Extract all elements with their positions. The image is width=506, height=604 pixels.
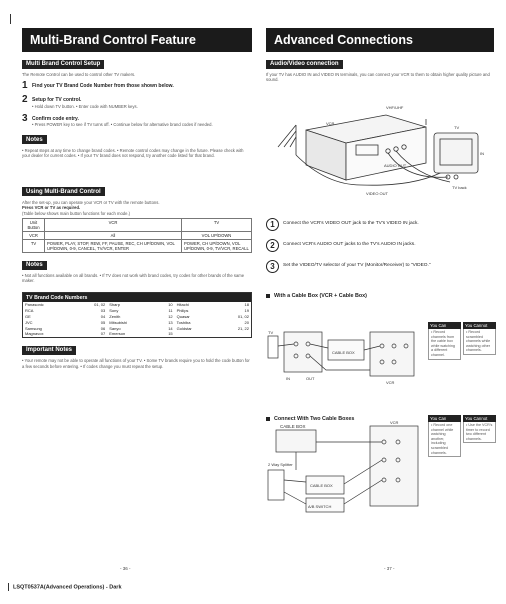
- table-header: TV: [182, 219, 252, 232]
- step-number: 3: [22, 112, 28, 124]
- brand-name: Quasar: [176, 313, 190, 319]
- footer-mark: [8, 583, 9, 591]
- brand-name: Goldstar: [176, 325, 192, 331]
- step-title: Confirm code entry.: [32, 115, 79, 122]
- brand-code: 05: [100, 319, 106, 325]
- side-heading: You Can: [428, 322, 461, 329]
- step-circle: 3: [266, 260, 279, 273]
- square-bullet-icon: [266, 294, 270, 298]
- brand-code: 20: [244, 319, 249, 325]
- two-cable-box-diagram: [266, 420, 426, 520]
- step-detail: • Press POWER key to see if TV turns off. • Continue below for alternative brand codes if needed.: [32, 122, 213, 128]
- brand-code: 19: [244, 308, 249, 314]
- cable-box-diagram: [266, 326, 426, 388]
- brand-code: 10: [168, 302, 173, 308]
- step-detail: • Hold down TV button. • Enter code with NUMBER keys.: [32, 104, 138, 109]
- footer-text: LSQT0537A(Advanced Operations) - Dark: [13, 584, 122, 591]
- row-tv: VOL UP/DOWN: [182, 232, 252, 240]
- table-row: [23, 240, 252, 253]
- table-row: [23, 232, 252, 240]
- crop-mark: [10, 14, 11, 24]
- using-note: (Table below shows main button functions for each mode.): [22, 210, 131, 216]
- brand-code: 15: [168, 331, 173, 337]
- side-text: • Record scrambled channels while watching other channels.: [463, 329, 496, 355]
- av-text: If your TV has AUDIO IN and VIDEO IN terminals, you can connect your VCR to them to obtain higher quality picture and sound.: [266, 72, 490, 83]
- brand-code: [217, 331, 251, 337]
- diagram-label: CABLE BOX: [280, 424, 306, 429]
- connect-step-1: [266, 218, 494, 231]
- brand-code: 01, 02: [94, 302, 106, 308]
- av-heading: Audio/Video connection: [266, 60, 343, 69]
- using-heading: Using Multi-Brand Control: [22, 187, 105, 196]
- row-label: TV: [23, 240, 45, 253]
- brand-codes-table: [23, 302, 251, 337]
- diagram-label: VCR: [326, 120, 335, 126]
- diagram-label: VCR: [390, 420, 399, 425]
- cable1-you-cannot: [463, 322, 496, 355]
- diagram-label: A/B SWITCH: [308, 504, 332, 509]
- brand-name: Panasonic: [25, 302, 44, 308]
- codes-row: [23, 331, 251, 337]
- step-text: Connect VCR's AUDIO OUT jacks to the TV's AUDIO IN jacks.: [283, 242, 416, 248]
- step-title: Find your TV Brand Code Number from those shown below.: [32, 83, 174, 90]
- right-page-number: - 37 -: [384, 566, 395, 571]
- brand-name: Sanyo: [109, 325, 121, 331]
- diagram-label: TV: [454, 124, 460, 130]
- brand-name: Magnavox: [25, 331, 44, 337]
- brand-code: 18: [244, 302, 249, 308]
- notes-text: • Not all functions available on all brands. • If TV does not work with brand codes, try codes for other brands of the same maker.: [22, 273, 245, 284]
- brand-name: Toshiba: [176, 319, 191, 325]
- diagram-label: TV: [268, 330, 274, 335]
- brand-name: Philips: [176, 308, 189, 314]
- brand-code: 13: [168, 319, 173, 325]
- brand-code: 07: [100, 331, 106, 337]
- brand-codes-heading: TV Brand Code Numbers: [23, 293, 251, 302]
- side-heading: You Cannot: [463, 322, 496, 329]
- connect-step-2: [266, 239, 494, 252]
- step-number: 2: [22, 94, 28, 106]
- brand-name: Sony: [109, 308, 119, 314]
- diagram-label: OUT: [306, 376, 315, 381]
- left-page-number: - 36 -: [120, 566, 131, 571]
- right-page: [266, 28, 494, 299]
- notes-text: • Repeat steps at any time to change brand codes. • Remote control codes may change in the future. Please check with your dealer for current codes. • If your TV brand does not respond, try another code listed for that brand.: [22, 147, 244, 159]
- step-circle: 1: [266, 218, 279, 231]
- side-text: • Record channels from the cable box while watching a different channel.: [428, 329, 461, 360]
- antenna-icon: [278, 125, 296, 147]
- diagram-label: AUDIO OUT: [384, 162, 407, 168]
- setup-step-3: [22, 114, 252, 128]
- notes-heading: Notes: [22, 135, 47, 144]
- brand-name: Emerson: [109, 331, 126, 337]
- brand-code: 11: [168, 308, 173, 314]
- diagram-label: CABLE BOX: [310, 483, 333, 488]
- diagram-label: CABLE BOX: [332, 350, 355, 355]
- brand-code: 21, 22: [237, 325, 249, 331]
- brand-name: GE: [25, 313, 31, 319]
- cable-box-heading-text: With a Cable Box (VCR + Cable Box): [274, 292, 367, 299]
- step-text: Connect the VCR's VIDEO OUT jack to the TV's VIDEO IN jack.: [283, 221, 419, 227]
- left-page: [22, 28, 252, 376]
- using-press: Press VCR or TV as required.: [22, 205, 81, 211]
- brand-code: 01, 02: [237, 313, 249, 319]
- notes-heading: Notes: [22, 261, 47, 270]
- brand-name: Zenith: [109, 313, 121, 319]
- document-footer: [8, 583, 122, 591]
- brand-name: Mitsubishi: [109, 319, 128, 325]
- row-tv: POWER, CH UP/DOWN, VOL UP/DOWN, 0-9, TV/VCR, RECALL: [182, 240, 252, 253]
- two-cable-heading-text: Connect With Two Cable Boxes: [274, 416, 355, 422]
- cable1-you-can: [428, 322, 461, 360]
- brand-name: [175, 331, 218, 337]
- table-header-row: [23, 219, 252, 232]
- setup-intro: The Remote Control can be used to control other TV makers.: [22, 72, 136, 77]
- important-notes-text: • Your remote may not be able to operate all functions of your TV. • Some TV brands require you to hold the code button for a few seconds before entering. • If codes change you must repeat the setup.: [22, 358, 250, 369]
- diagram-label: VIDEO OUT: [366, 190, 389, 196]
- brand-name: Samsung: [25, 325, 42, 331]
- cable2-you-cannot: [463, 415, 496, 443]
- side-heading: You Can: [428, 415, 461, 422]
- brand-name: JVC: [25, 319, 33, 325]
- diagram-label: IN: [286, 376, 290, 381]
- brand-code: 04: [100, 313, 106, 319]
- brand-code: 03: [100, 308, 106, 314]
- brand-code: 12: [168, 313, 173, 319]
- left-page-title: Multi-Brand Control Feature: [22, 28, 252, 52]
- using-intro: After the set-up, you can operate your VCR or TV with the remote buttons.: [22, 199, 160, 205]
- function-table: [22, 218, 252, 253]
- brand-name: RCA: [25, 308, 34, 314]
- side-heading: You Cannot: [463, 415, 496, 422]
- row-vcr: All: [45, 232, 182, 240]
- brand-code: 14: [168, 325, 173, 331]
- step-number: 1: [22, 80, 28, 92]
- setup-step-2: [22, 95, 252, 109]
- connect-step-3: [266, 260, 494, 273]
- setup-step-1: [22, 81, 252, 91]
- step-text: Set the VIDEO/TV selector of your TV (Monitor/Receiver) to "VIDEO.": [283, 263, 431, 269]
- important-notes-heading: Important Notes: [22, 346, 76, 355]
- row-vcr: POWER, PLAY, STOP, REW, FF, PAUSE, REC, CH UP/DOWN, VOL UP/DOWN, 0-9, CANCEL, TV/VCR, ENTER: [45, 240, 182, 253]
- side-text: • Record one channel while watching another, including scrambled channels.: [428, 422, 461, 457]
- diagram-label: VCR: [386, 380, 395, 385]
- brand-name: Hitachi: [176, 302, 189, 308]
- side-text: • Use the VCR's timer to record two different channels.: [463, 422, 496, 443]
- brand-name: Sharp: [109, 302, 120, 308]
- diagram-label: VHF/UHF: [386, 104, 404, 110]
- cable2-you-can: [428, 415, 461, 457]
- av-connection-diagram: [266, 85, 494, 205]
- table-header: VCR: [45, 219, 182, 232]
- step-circle: 2: [266, 239, 279, 252]
- table-header: Unit Button: [23, 219, 45, 232]
- step-title: Setup for TV control.: [32, 97, 82, 104]
- brand-code: 06: [100, 325, 106, 331]
- cable-box-heading: [266, 293, 494, 299]
- row-label: VCR: [23, 232, 45, 240]
- right-page-title: Advanced Connections: [266, 28, 494, 52]
- diagram-label: TV back: [452, 184, 467, 190]
- brand-codes-box: [22, 292, 252, 338]
- diagram-label: IN: [480, 150, 484, 156]
- diagram-label: 2 Way Splitter: [268, 462, 293, 467]
- setup-heading: Multi Brand Control Setup: [22, 60, 104, 69]
